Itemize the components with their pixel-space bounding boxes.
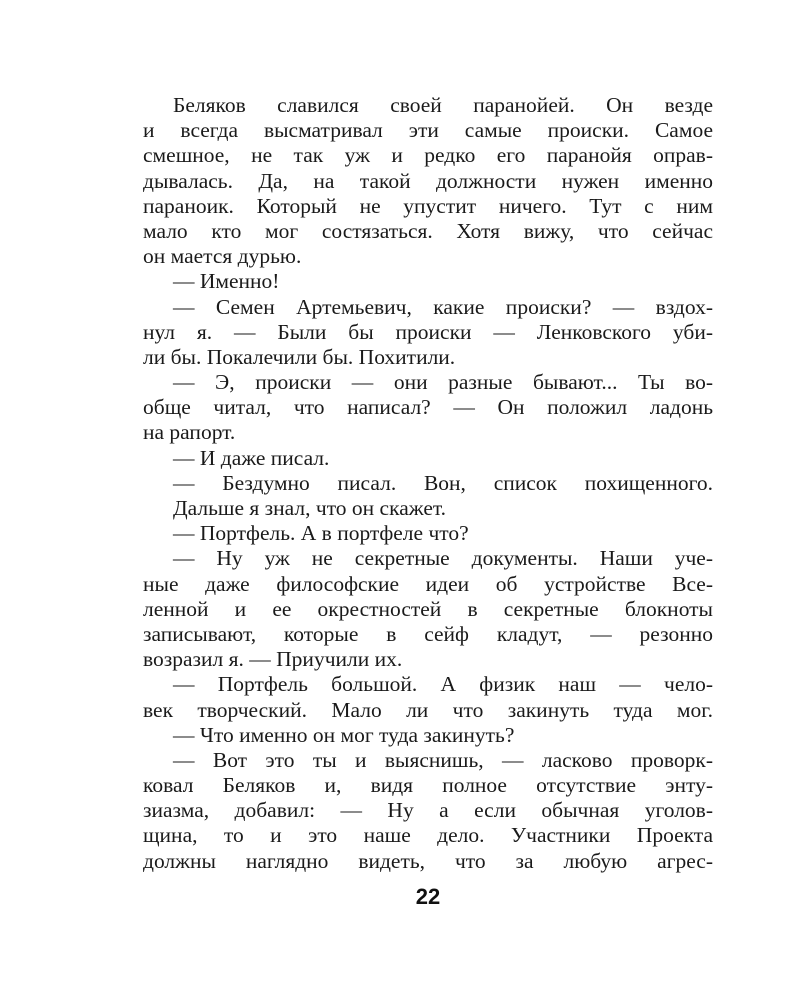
text-line: параноик. Который не упустит ничего. Тут с ним [143, 193, 713, 218]
text-line: мало кто мог состязаться. Хотя вижу, что сейчас [143, 218, 713, 243]
text-line: — Бездумно писал. Вон, список похищенного. [173, 470, 713, 495]
text-line: записывают, которые в сейф кладут, — резонно [143, 621, 713, 646]
text-line: — Ну уж не секретные документы. Наши уче- [173, 546, 713, 571]
text-line: — Семен Артемьевич, какие происки? — вздох- [173, 294, 713, 319]
text-line: нул я. — Были бы происки — Ленковского уби- [143, 319, 713, 344]
text-line: — И даже писал. [173, 445, 330, 470]
text-line: ли бы. Покалечили бы. Похитили. [143, 344, 456, 369]
text-line: — Что именно он мог туда закинуть? [173, 722, 515, 747]
text-line: на рапорт. [143, 420, 236, 445]
text-line: он мается дурью. [143, 244, 302, 269]
text-line: — Именно! [173, 269, 280, 294]
body-text [143, 93, 713, 874]
text-line: зиазма, добавил: — Ну а если обычная уголов- [143, 798, 713, 823]
text-line: ленной и ее окрестностей в секретные блокноты [143, 596, 713, 621]
text-line: ные даже философские идеи об устройстве Все- [143, 571, 713, 596]
text-line: смешное, не так уж и редко его паранойя оправ- [143, 143, 713, 168]
text-line: ковал Беляков и, видя полное отсутствие энту- [143, 773, 713, 798]
text-line: должны наглядно видеть, что за любую агрес- [143, 848, 713, 873]
text-line: — Портфель большой. А физик наш — чело- [173, 672, 713, 697]
text-line: Беляков славился своей паранойей. Он везде [173, 93, 713, 117]
text-line: — Портфель. А в портфеле что? [173, 521, 469, 546]
text-line: Дальше я знал, что он скажет. [173, 496, 447, 520]
text-line: век творческий. Мало ли что закинуть туда мог. [143, 697, 713, 722]
text-line: щина, то и это наше дело. Участники Проекта [143, 823, 713, 848]
text-line: обще читал, что написал? — Он положил ладонь [143, 395, 713, 420]
text-line: и всегда высматривал эти самые происки. Самое [143, 118, 713, 143]
text-line: — Э, происки — они разные бывают... Ты во- [173, 370, 713, 395]
text-line: — Вот это ты и выяснишь, — ласково проворк- [173, 747, 713, 772]
text-line: дывалась. Да, на такой должности нужен именно [143, 168, 713, 193]
page-number: 22 [415, 884, 441, 909]
text-line: возразил я. — Приучили их. [143, 647, 403, 672]
